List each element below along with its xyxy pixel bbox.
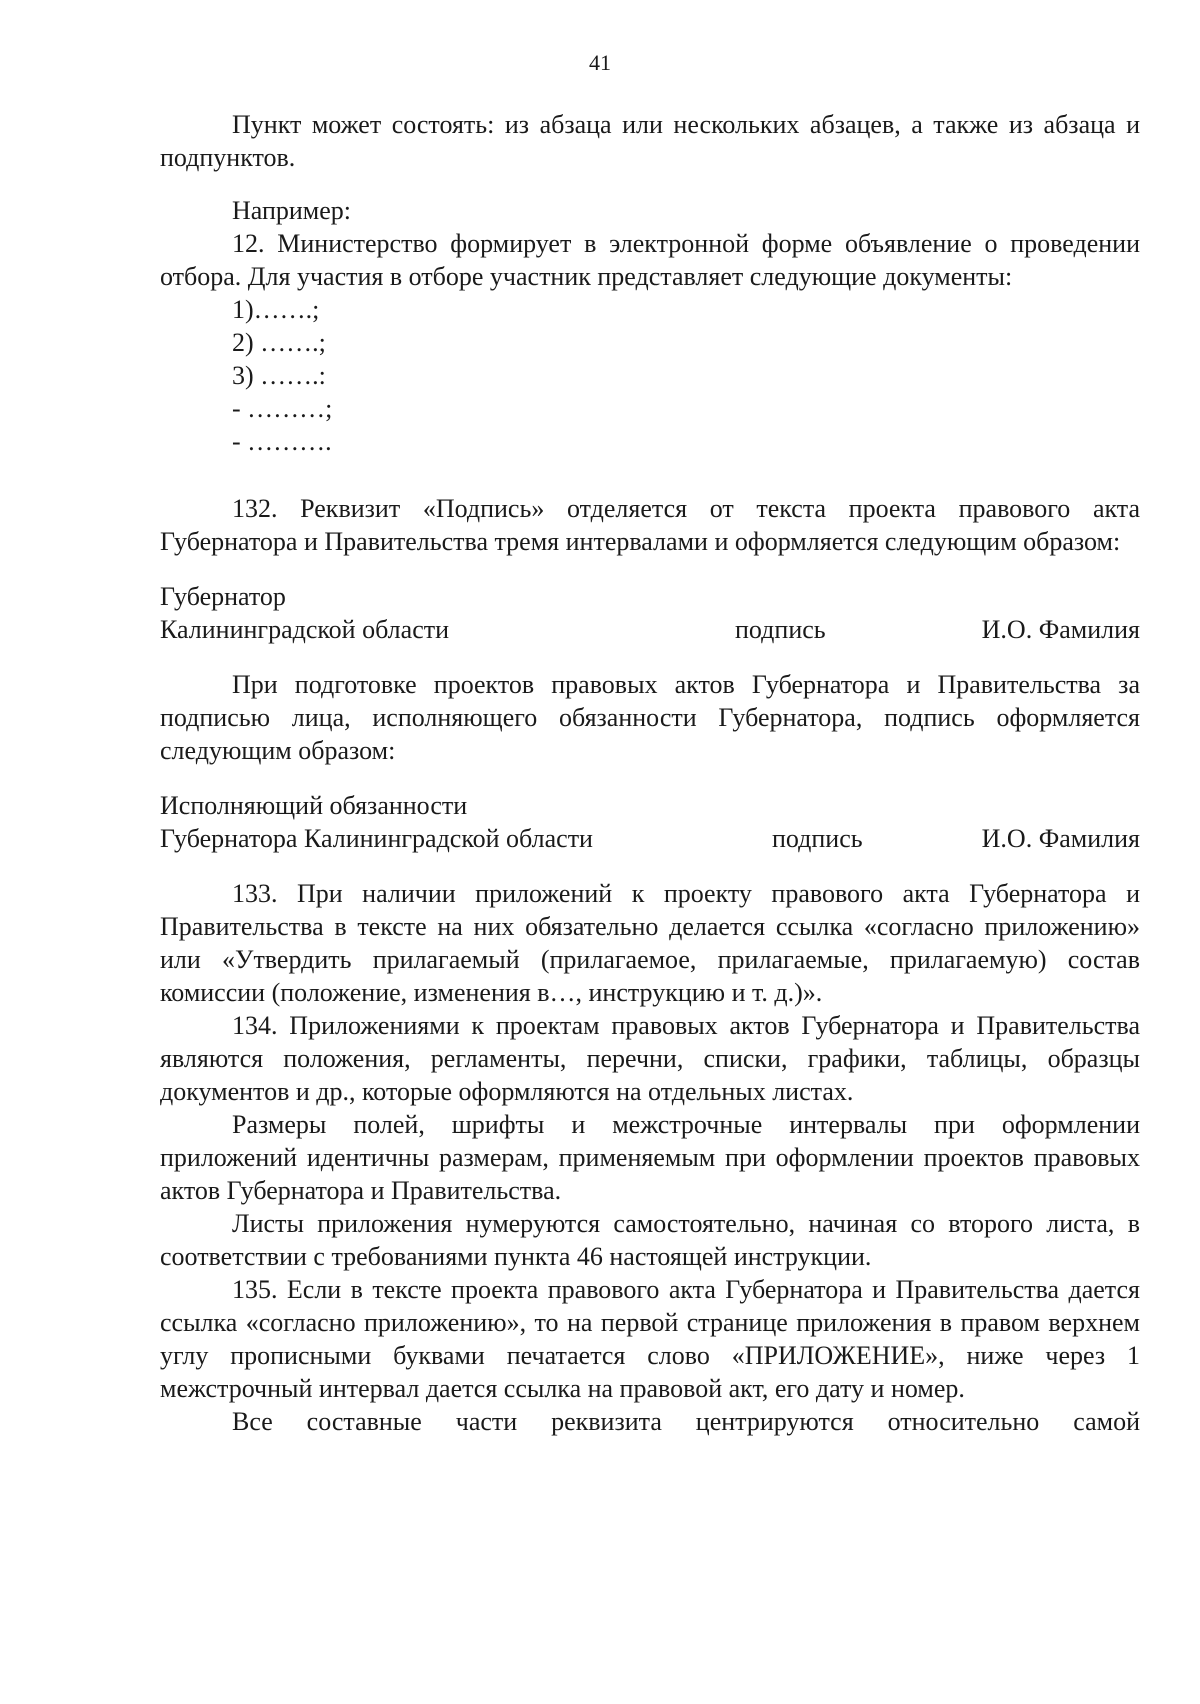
- list-item: 1)…….;: [232, 295, 320, 324]
- list-item: 2) …….;: [232, 328, 326, 357]
- page-number: 41: [589, 50, 611, 75]
- signature-role-line1: Исполняющий обязанности: [160, 791, 468, 820]
- paragraph-132: 132. Реквизит «Подпись» отделяется от текста проекта правового акта Губернатора и Правительства тремя интервалами и оформляется следующим образом:: [160, 494, 1140, 556]
- paragraph-134: 134. Приложениями к проектам правовых актов Губернатора и Правительства являются положения, регламенты, перечни, списки, графики, таблицы, образцы документов и др., которые оформляются на отдельных листах.: [160, 1011, 1140, 1106]
- signature-block-acting: [160, 789, 1140, 855]
- paragraph-135: 135. Если в тексте проекта правового акта Губернатора и Правительства дается ссылка «согласно приложению», то на первой странице приложения в правом верхнем углу прописными буквами печатается слово «ПРИЛОЖЕНИЕ», ниже через 1 межстрочный интервал дается ссылка на правовой акт, его дату и номер.: [160, 1275, 1140, 1403]
- signature-role-line2: Губернатора Калининградской области: [160, 824, 593, 853]
- signature-name: И.О. Фамилия: [981, 824, 1140, 853]
- paragraph-fields: Размеры полей, шрифты и межстрочные интервалы при оформлении приложений идентичны размерам, применяемым при оформлении проектов правовых актов Губернатора и Правительства.: [160, 1110, 1140, 1205]
- list-item: - ………;: [232, 394, 333, 423]
- example-item-12: 12. Министерство формирует в электронной форме объявление о проведении отбора. Для участия в отборе участник представляет следующие документы:: [160, 229, 1140, 291]
- list-item: - ……….: [232, 427, 332, 456]
- signature-placeholder: подпись: [735, 615, 826, 644]
- example-label: Например:: [232, 196, 352, 225]
- signature-placeholder: подпись: [772, 824, 863, 853]
- paragraph-sheets: Листы приложения нумеруются самостоятельно, начиная со второго листа, в соответствии с требованиями пункта 46 настоящей инструкции.: [160, 1209, 1140, 1271]
- paragraph-acting: При подготовке проектов правовых актов Губернатора и Правительства за подписью лица, исполняющего обязанности Губернатора, подпись оформляется следующим образом:: [160, 670, 1140, 765]
- signature-role-line2: Калининградской области: [160, 615, 450, 644]
- list-item: 3) …….:: [232, 361, 326, 390]
- paragraph-133: 133. При наличии приложений к проекту правового акта Губернатора и Правительства в тексте на них обязательно делается ссылка «согласно приложению» или «Утвердить прилагаемый (прилагаемое, прилагаемые, прилагаемую) состав комиссии (положение, изменения в…, инструкцию и т. д.)».: [160, 879, 1140, 1007]
- signature-name: И.О. Фамилия: [981, 615, 1140, 644]
- paragraph-last: Все составные части реквизита центрируются относительно самой: [232, 1407, 1140, 1436]
- signature-block-governor: [160, 580, 1140, 646]
- signature-role-line1: Губернатор: [160, 582, 286, 611]
- document-body: [160, 108, 1140, 1438]
- paragraph-intro: Пункт может состоять: из абзаца или нескольких абзацев, а также из абзаца и подпунктов.: [160, 110, 1140, 172]
